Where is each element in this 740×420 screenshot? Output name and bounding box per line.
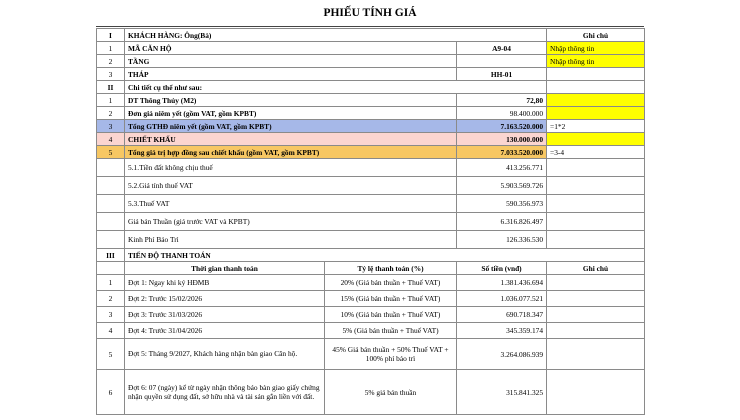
input-note[interactable]: Nhập thông tin bbox=[547, 42, 645, 55]
row-label: Tổng GTHĐ niêm yết (gồm VAT, gồm KPBT) bbox=[125, 120, 457, 133]
table-row bbox=[97, 42, 645, 55]
row-number: 5 bbox=[97, 146, 125, 159]
contract-total-value: 7.033.520.000 bbox=[457, 146, 547, 159]
payment-ratio: 5% (Giá bán thuần + Thuế VAT) bbox=[325, 323, 457, 339]
detail-label: Giá bán Thuần (giá trước VAT và KPBT) bbox=[125, 213, 457, 231]
payment-row bbox=[97, 307, 645, 323]
detail-row bbox=[97, 231, 645, 249]
column-header-ratio: Tỷ lệ thanh toán (%) bbox=[325, 262, 457, 275]
detail-label: 5.1.Tiền đất không chịu thuế bbox=[125, 159, 457, 177]
detail-value: 5.903.569.726 bbox=[457, 177, 547, 195]
detail-row bbox=[97, 159, 645, 177]
input-note[interactable]: Nhập thông tin bbox=[547, 55, 645, 68]
payment-amount: 315.841.325 bbox=[457, 370, 547, 415]
table-row bbox=[97, 133, 645, 146]
row-number: 4 bbox=[97, 133, 125, 146]
unit-price-value[interactable]: 98.400.000 bbox=[457, 107, 547, 120]
table-row bbox=[97, 107, 645, 120]
row-label: CHIẾT KHẤU bbox=[125, 133, 457, 146]
payment-ratio: 20% (Giá bán thuần + Thuế VAT) bbox=[325, 275, 457, 291]
floor-value[interactable] bbox=[457, 55, 547, 68]
row-number: 1 bbox=[97, 94, 125, 107]
detail-label: 5.3.Thuế VAT bbox=[125, 195, 457, 213]
note-header: Ghi chú bbox=[547, 29, 645, 42]
area-value[interactable]: 72,80 bbox=[457, 94, 547, 107]
row-label: MÃ CĂN HỘ bbox=[125, 42, 457, 55]
detail-label: 5.2.Giá tính thuế VAT bbox=[125, 177, 457, 195]
payment-time: Đợt 5: Tháng 9/2027, Khách hàng nhận bàn giao Căn hộ. bbox=[125, 339, 325, 370]
section-2-header bbox=[97, 81, 645, 94]
row-number: 3 bbox=[97, 307, 125, 323]
payment-ratio: 45% Giá bán thuần + 50% Thuế VAT + 100% phí bảo trì bbox=[325, 339, 457, 370]
total-listed-value: 7.163.520.000 bbox=[457, 120, 547, 133]
discount-value[interactable]: 130.000.000 bbox=[457, 133, 547, 146]
payment-row bbox=[97, 323, 645, 339]
payment-amount: 345.359.174 bbox=[457, 323, 547, 339]
detail-row bbox=[97, 213, 645, 231]
detail-value: 413.256.771 bbox=[457, 159, 547, 177]
payment-time: Đợt 3: Trước 31/03/2026 bbox=[125, 307, 325, 323]
formula-note: =1*2 bbox=[547, 120, 645, 133]
payment-amount: 1.381.436.694 bbox=[457, 275, 547, 291]
table-row bbox=[97, 146, 645, 159]
row-number: 1 bbox=[97, 275, 125, 291]
payment-time: Đợt 4: Trước 31/04/2026 bbox=[125, 323, 325, 339]
payment-time: Đợt 6: 07 (ngày) kể từ ngày nhận thông báo bàn giao giấy chứng nhận quyền sử dụng đất, sở hữu nhà và tài sản gắn liền với đất. bbox=[125, 370, 325, 415]
row-number: 4 bbox=[97, 323, 125, 339]
row-label: DT Thông Thủy (M2) bbox=[125, 94, 457, 107]
row-number: 3 bbox=[97, 68, 125, 81]
row-label: TẦNG bbox=[125, 55, 457, 68]
detail-row bbox=[97, 195, 645, 213]
payment-ratio: 10% (Giá bán thuần + Thuế VAT) bbox=[325, 307, 457, 323]
section-1-header bbox=[97, 29, 645, 42]
detail-value: 6.316.826.497 bbox=[457, 213, 547, 231]
row-number: 5 bbox=[97, 339, 125, 370]
section-number: I bbox=[97, 29, 125, 42]
detail-value: 126.336.530 bbox=[457, 231, 547, 249]
price-table bbox=[96, 28, 645, 415]
table-row bbox=[97, 94, 645, 107]
column-header-amount: Số tiền (vnđ) bbox=[457, 262, 547, 275]
payment-row bbox=[97, 291, 645, 307]
section-label: TIẾN ĐỘ THANH TOÁN bbox=[125, 249, 645, 262]
row-number: 1 bbox=[97, 42, 125, 55]
payment-amount: 1.036.077.521 bbox=[457, 291, 547, 307]
payment-ratio: 5% giá bán thuần bbox=[325, 370, 457, 415]
tower-value[interactable]: HH-01 bbox=[457, 68, 547, 81]
row-number: 3 bbox=[97, 120, 125, 133]
row-note bbox=[547, 68, 645, 81]
row-label: THÁP bbox=[125, 68, 457, 81]
row-number: 6 bbox=[97, 370, 125, 415]
page-title: PHIẾU TÍNH GIÁ bbox=[96, 0, 644, 27]
payment-amount: 3.264.086.939 bbox=[457, 339, 547, 370]
section-3-header bbox=[97, 249, 645, 262]
row-number: 2 bbox=[97, 55, 125, 68]
table-row bbox=[97, 68, 645, 81]
payment-time: Đợt 2: Trước 15/02/2026 bbox=[125, 291, 325, 307]
section-label: Chi tiết cụ thể như sau: bbox=[125, 81, 547, 94]
apartment-code[interactable]: A9-04 bbox=[457, 42, 547, 55]
detail-value: 590.356.973 bbox=[457, 195, 547, 213]
input-note[interactable] bbox=[547, 94, 645, 107]
payment-row bbox=[97, 370, 645, 415]
section-number: III bbox=[97, 249, 125, 262]
payment-amount: 690.718.347 bbox=[457, 307, 547, 323]
table-row bbox=[97, 120, 645, 133]
payment-time: Đợt 1: Ngay khi ký HĐMB bbox=[125, 275, 325, 291]
column-header-time: Thời gian thanh toán bbox=[125, 262, 325, 275]
input-note[interactable] bbox=[547, 107, 645, 120]
section-label: KHÁCH HÀNG: Ông(Bà) bbox=[125, 29, 547, 42]
payment-row bbox=[97, 275, 645, 291]
table-row bbox=[97, 55, 645, 68]
formula-note: =3-4 bbox=[547, 146, 645, 159]
payment-ratio: 15% (Giá bán thuần + Thuế VAT) bbox=[325, 291, 457, 307]
row-number: 2 bbox=[97, 291, 125, 307]
row-number: 2 bbox=[97, 107, 125, 120]
payment-header-row bbox=[97, 262, 645, 275]
detail-row bbox=[97, 177, 645, 195]
detail-label: Kinh Phí Bảo Trì bbox=[125, 231, 457, 249]
column-header-note: Ghi chú bbox=[547, 262, 645, 275]
input-note[interactable] bbox=[547, 133, 645, 146]
payment-row bbox=[97, 339, 645, 370]
section-number: II bbox=[97, 81, 125, 94]
row-label: Đơn giá niêm yết (gồm VAT, gồm KPBT) bbox=[125, 107, 457, 120]
row-label: Tổng giá trị hợp đồng sau chiết khấu (gồm VAT, gồm KPBT) bbox=[125, 146, 457, 159]
